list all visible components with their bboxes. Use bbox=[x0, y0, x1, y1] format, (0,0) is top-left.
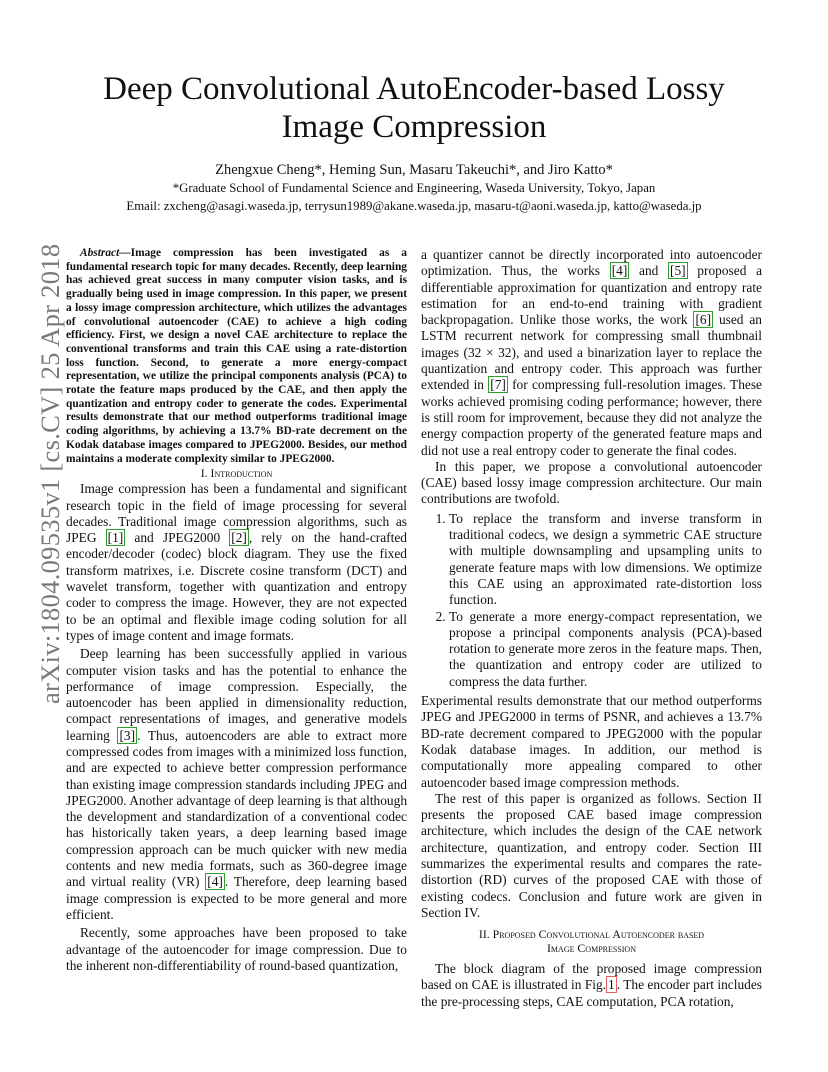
citation-link[interactable]: [2] bbox=[231, 530, 247, 546]
section-2-heading-line-2: Image Compression bbox=[547, 941, 636, 956]
citation-link[interactable]: [6] bbox=[695, 312, 712, 328]
citation-link[interactable]: [5] bbox=[670, 263, 686, 279]
abstract-label: Abstract bbox=[80, 247, 120, 259]
abstract-text: —Image compression has been investigated as a fundamental research topic for many decades. Recently, deep learning has achieved great success in many computer vision tasks, and is gradually being used in image compression. In this paper, we present a lossy image compression architecture, which utilizes the advantages of convolutional autoencoder (CAE) to achieve a high coding efficiency. First, we design a novel CAE architecture to replace the conventional transforms and train this CAE using a rate-distortion loss function. Second, to generate a more energy-compact representation, we utilize the principal components analysis (PCA) to rotate the feature maps produced by the CAE, and then apply the quantization and entropy coder to generate the codes. Experimental results demonstrate that our method outperforms traditional image coding algorithms, by achieving a 13.7% BD-rate decrement on the Kodak database images compared to JPEG2000. Besides, our method maintains a moderate complexity similar to JPEG2000. bbox=[66, 247, 407, 465]
citation-link[interactable]: [4] bbox=[207, 874, 223, 890]
citation-link[interactable]: [4] bbox=[611, 263, 628, 279]
section-2-heading-line-1: II. Proposed Convolutional Autoencoder based bbox=[478, 927, 705, 942]
left-column bbox=[66, 247, 407, 974]
intro-paragraph-5: In this paper, we propose a convolutional autoencoder (CAE) based lossy image compression architecture. Our main contributions are twofold. bbox=[421, 458, 762, 507]
text-run: , rely on the hand-crafted encoder/decoder (codec) block diagram. They use the fixed transform matrixes, i.e. Discrete cosine transform (DCT) and wavelet transform, together with quantization and entropy coder to compress the image. However, they are not expected to be an optimal and flexible image coding solution for all types of image content and image formats. bbox=[66, 530, 407, 643]
intro-paragraph-2 bbox=[66, 646, 407, 923]
right-column bbox=[421, 247, 762, 1010]
email-line: Email: zxcheng@asagi.waseda.jp, terrysun1989@akane.waseda.jp, masaru-t@aoni.waseda.jp, katto@waseda.jp bbox=[126, 199, 702, 213]
arxiv-stamp-text: arXiv:1804.09535v1 [cs.CV] 25 Apr 2018 bbox=[35, 243, 65, 704]
intro-paragraph-1 bbox=[66, 481, 407, 644]
author-list: Zhengxue Cheng*, Heming Sun, Masaru Takeuchi*, and Jiro Katto* bbox=[215, 162, 613, 178]
contribution-item: 1. To replace the transform and inverse transform in traditional codecs, we design a symmetric CAE structure with multiple downsampling and upsampling units to generate feature maps with low dimensions. We optimize this CAE using an approximated rate-distortion loss function. bbox=[449, 511, 762, 609]
text-run: Deep learning has been successfully applied in various computer vision tasks and has the potential to enhance the performance of image compression. Especially, the autoencoder has been applied in dimensionality reduction, compact representations of images, and generative models learning bbox=[66, 646, 407, 743]
citation-link[interactable]: [3] bbox=[119, 727, 136, 743]
figure-reference-link[interactable]: 1 bbox=[608, 977, 615, 993]
section-2-heading bbox=[421, 927, 762, 955]
abstract bbox=[66, 247, 407, 466]
citation-link[interactable]: [1] bbox=[107, 530, 124, 546]
text-run: a quantizer cannot be directly incorporated into autoencoder optimization. Thus, the works bbox=[421, 247, 762, 279]
text-run: proposed a differentiable approximation for quantization and entropy rate estimation for an end-to-end training with gradient backpropagation. Unlike those works, the work bbox=[421, 263, 763, 328]
affiliation: *Graduate School of Fundamental Science and Engineering, Waseda University, Tokyo, Japan bbox=[172, 181, 656, 195]
text-run: . Thus, autoencoders are able to extract more compressed codes from images with a minimized loss function, and are expected to achieve better compression performance than existing image compression standards including JPEG and JPEG2000. Another advantage of deep learning is that although the development and standardization of a conventional codec has historically taken years, a deep learning based image compression approach can be much quicker with new media contents and new media formats, such as 360-degree image and virtual reality (VR) bbox=[66, 727, 408, 890]
text-run: and JPEG2000 bbox=[125, 530, 230, 546]
paper-title: Deep Convolutional AutoEncoder-based Lossy Image Compression bbox=[103, 71, 725, 145]
text-run: Image compression has been a fundamental and significant research topic in the field of image processing for several decades. Traditional image compression algorithms, such as JPEG bbox=[66, 481, 407, 546]
citation-link[interactable]: [7] bbox=[490, 377, 506, 393]
text-run: . The encoder part includes the pre-processing steps, CAE computation, PCA rotation, bbox=[421, 977, 763, 1009]
contribution-item: 2. To generate a more energy-compact representation, we propose a principal components analysis (PCA)-based rotation to generate more zeros in the feature maps. Then, the quantization and entropy coder are utilized to compress the data further. bbox=[449, 609, 762, 690]
intro-paragraph-6: Experimental results demonstrate that our method outperforms JPEG and JPEG2000 in terms of PSNR, and achieves a 13.7% BD-rate decrement compared to JPEG2000 with the popular Kodak database images. In addition, our method is computationally more appealing compared to other autoencoder based image compression methods. bbox=[421, 693, 762, 790]
intro-paragraph-4 bbox=[421, 247, 762, 459]
arxiv-stamp bbox=[20, 243, 65, 704]
text-run: used an LSTM recurrent network for compressing small thumbnail images (32 × 32), and used a binarization layer to replace the quantization and entropy coder. This approach was further extended in bbox=[421, 312, 762, 393]
section-2-paragraph-1 bbox=[421, 961, 762, 1010]
text-run: for compressing full-resolution images. These works achieved promising coding performance; however, there is still room for improvement, because they did not analyze the energy compaction property of the generated feature maps and did not use a real entropy coder to generate the final codes. bbox=[421, 377, 762, 458]
intro-paragraph-3: Recently, some approaches have been proposed to take advantage of the autoencoder for image compression. Due to the inherent non-differentiability of round-based quantization, bbox=[66, 925, 407, 973]
text-run: and bbox=[629, 263, 669, 279]
intro-paragraph-7: The rest of this paper is organized as follows. Section II presents the proposed CAE based image compression architecture, which includes the design of the CAE network architecture, quantization, and entropy coder. Section III summarizes the experimental results and compares the rate-distortion (RD) curves of the proposed CAE with those of existing codecs. Conclusion and future work are given in Section IV. bbox=[421, 790, 762, 920]
text-run: . Therefore, deep learning based image compression is expected to be more general and more efficient. bbox=[66, 874, 408, 922]
contribution-list bbox=[421, 511, 762, 690]
section-1-heading: I. Introduction bbox=[200, 466, 273, 481]
text-run: The block diagram of the proposed image compression based on CAE is illustrated in Fig. bbox=[421, 961, 762, 993]
